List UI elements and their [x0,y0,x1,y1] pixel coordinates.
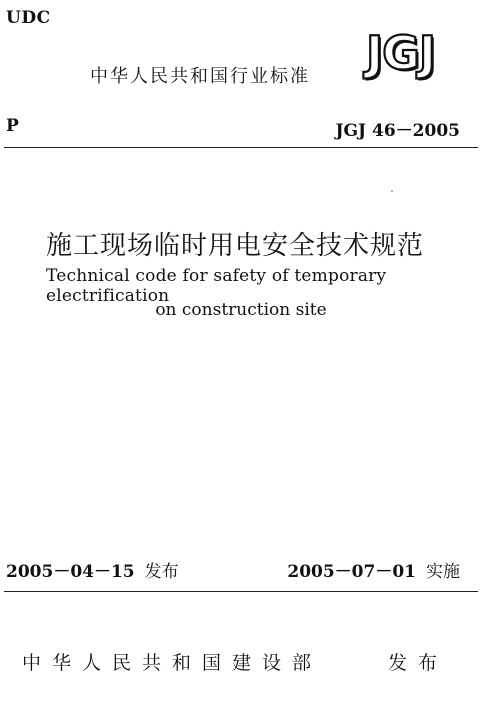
udc-label: UDC [6,8,51,28]
standard-category: 中华人民共和国行业标准 [90,66,310,87]
top-divider [4,147,478,148]
implement-label: 实施 [426,562,460,582]
implement-date: 2005－07－01 [287,562,416,582]
publish-label: 发布 [388,652,449,674]
jgj-logo: JGJ [366,26,435,80]
title-english-line2: on construction site [155,300,327,320]
standard-number: JGJ 46－2005 [335,121,460,141]
title-english-line1: Technical code for safety of temporary electrification [46,266,387,306]
issue-date-line [6,557,179,582]
speck-mark [391,190,393,192]
issue-date: 2005－04－15 [6,562,135,582]
title-chinese: 施工现场临时用电安全技术规范 [46,231,425,261]
publisher-name: 中华人民共和国建设部 [22,652,323,674]
implement-date-line [287,557,460,582]
issue-label: 发布 [144,562,179,582]
classification-code: P [6,116,19,136]
bottom-divider [4,591,478,592]
